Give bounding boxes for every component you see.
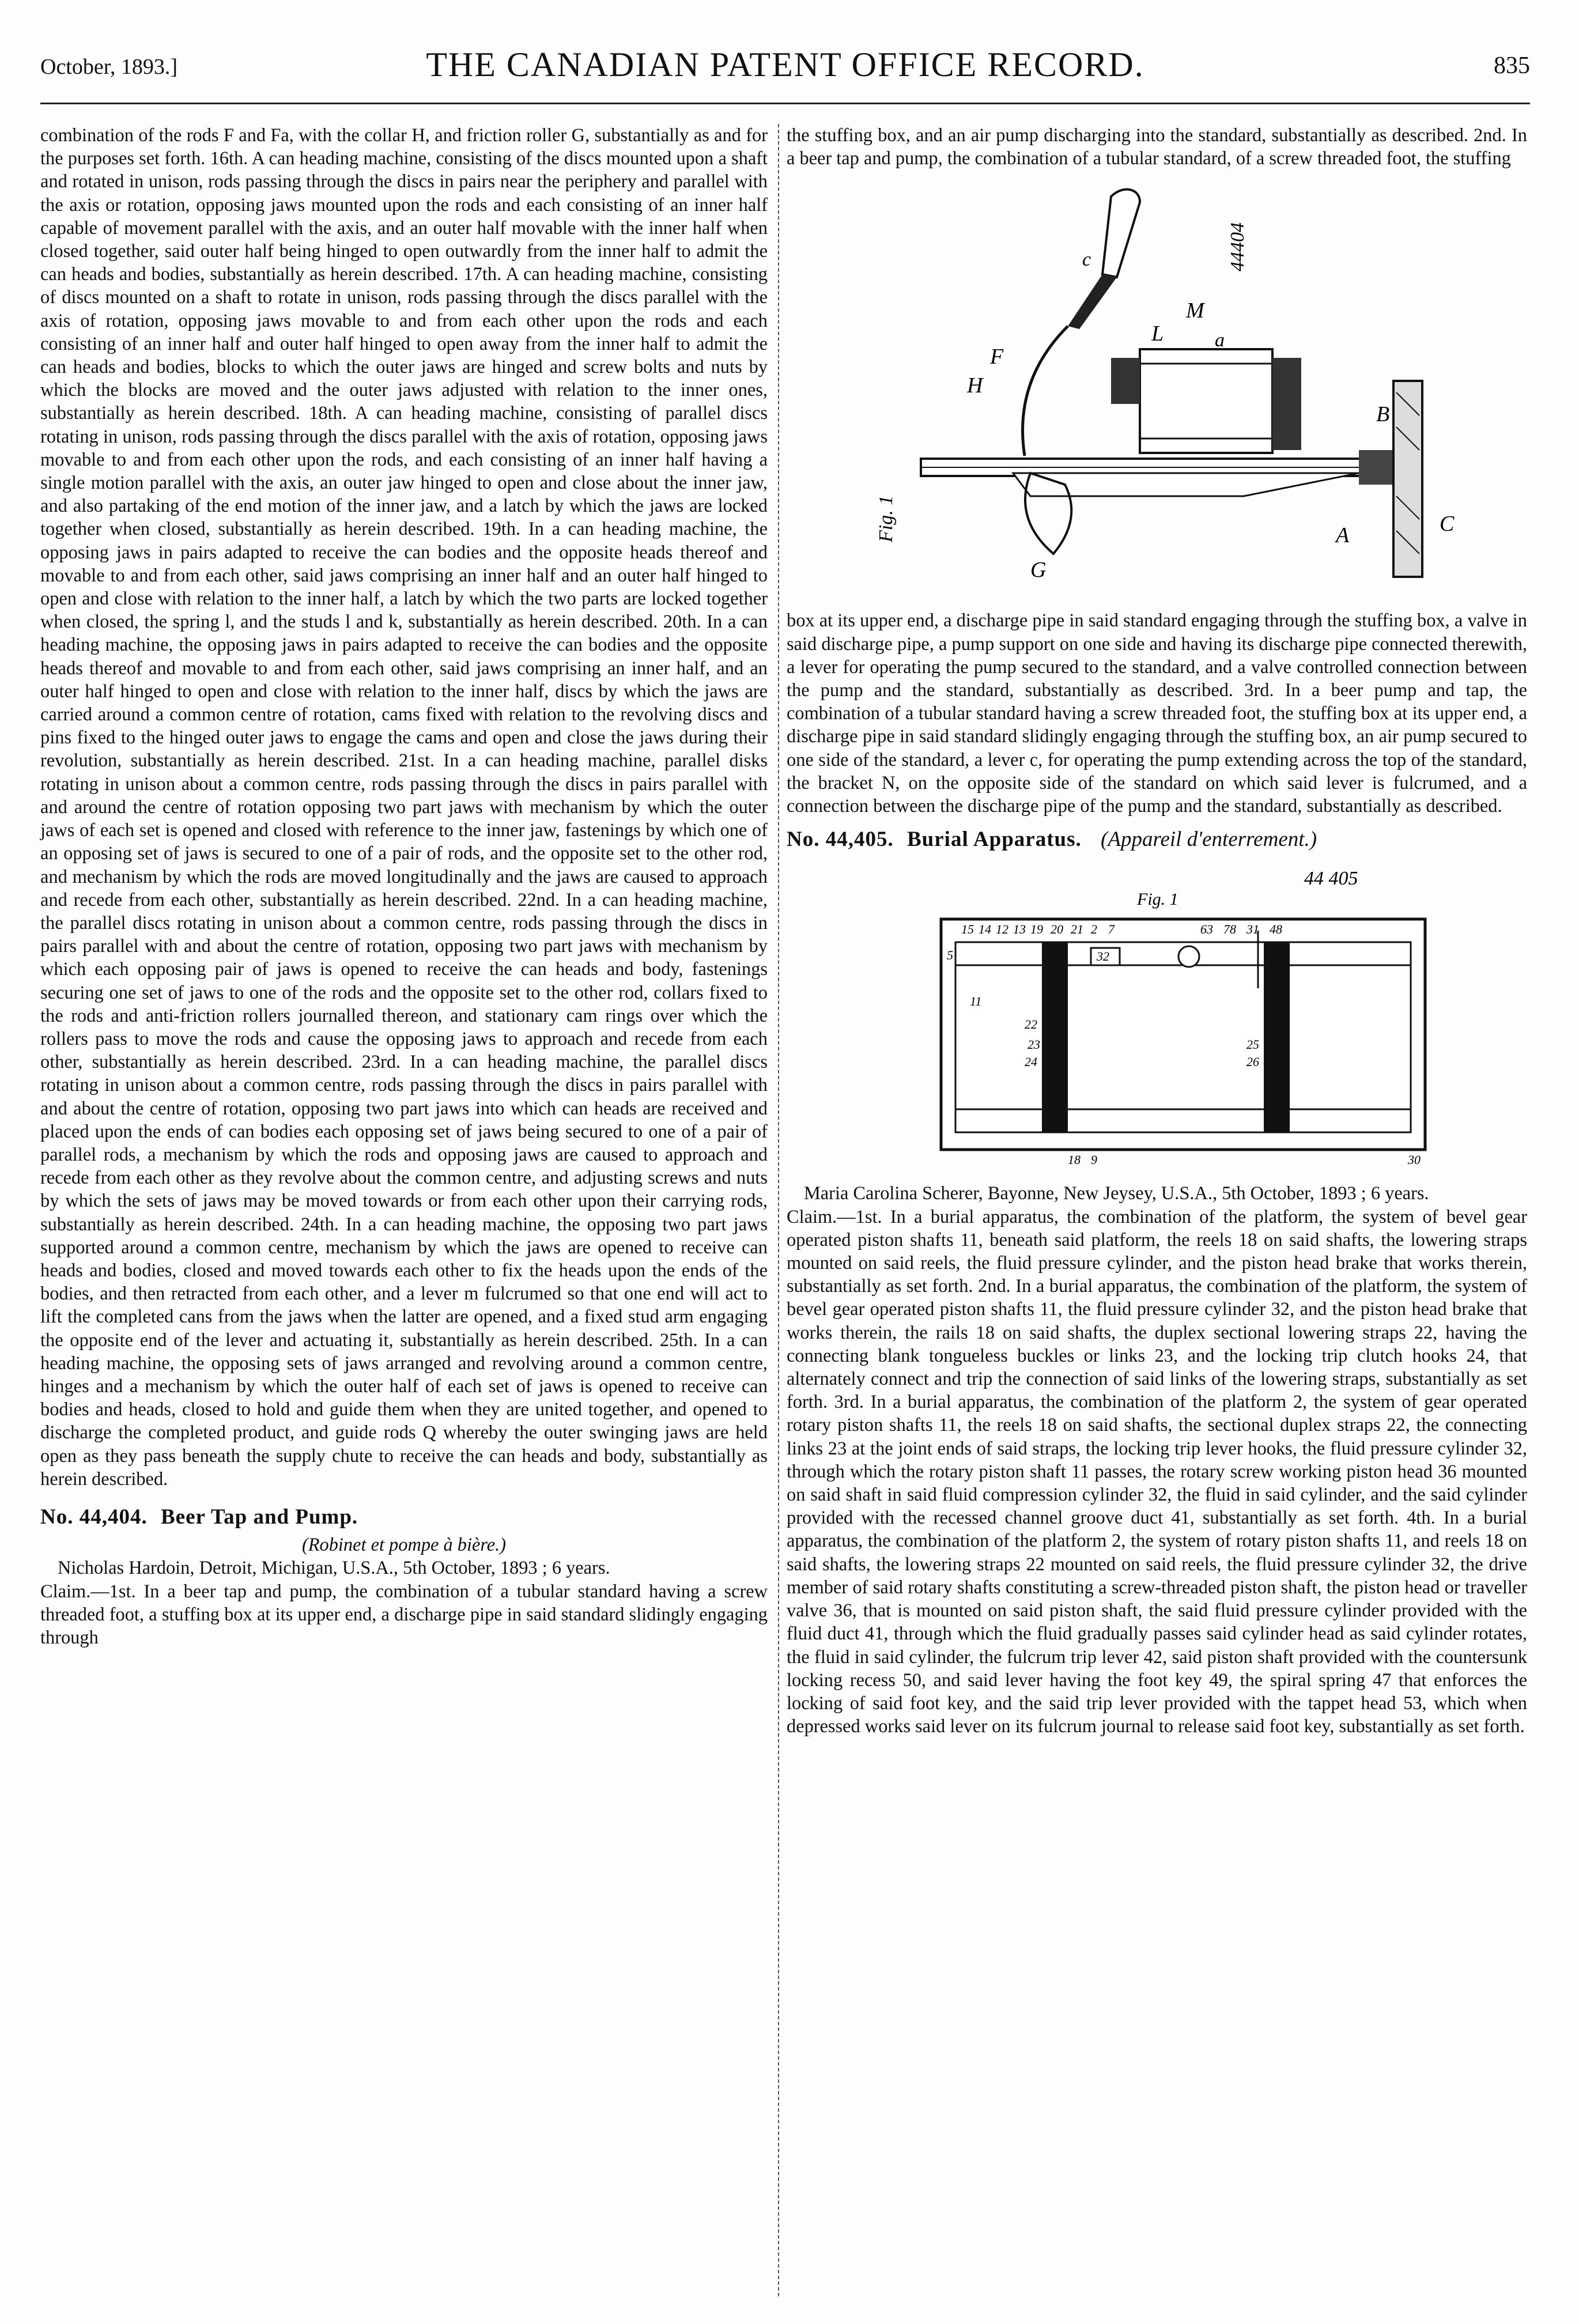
continued-claim-text: the stuffing box, and an air pump discharging into the standard, substantially as described. 2nd. In a beer tap and pump, the combination of a tubular standard, of a screw threaded foot, the stuffing — [787, 125, 1527, 169]
continued-claim-text-2: box at its upper end, a discharge pipe in said standard engaging through the stuffing box, a valve in said discharge pipe, a pump support on one side and having its discharge pipe connected therewith, a lever for operating the pump secured to the standard, and a valve controlled connection between the pump and the standard, substantially as described. 3rd. In a beer pump and tap, the combination of a tubular standard having a screw threaded foot, the stuffing box at its upper end, a discharge pipe in said standard slidingly engaging through the stuffing box, an air pump secured to one side of the standard, a lever c, for operating the pump extending across the top of the standard, the bracket N, on the opposite side of the standard on which said lever is fulcrumed, and a connection between the discharge pipe of the pump and the standard, substantially as described. — [787, 610, 1527, 817]
patent-byline: Maria Carolina Scherer, Bayonne, New Jeysey, U.S.A., 5th October, 1893 ; 6 years. — [804, 1183, 1429, 1204]
fig2-ref-23: 23 — [1027, 1037, 1040, 1052]
header-rule — [40, 103, 1530, 104]
fig2-ref-22: 22 — [1024, 1017, 1037, 1032]
fig2-ref-26: 26 — [1246, 1055, 1259, 1070]
beer-tap-figure — [840, 173, 1474, 606]
patent-heading-44404 — [40, 1506, 768, 1529]
fig1-letter-g: G — [1030, 558, 1046, 583]
fig2-ref-7: 7 — [1108, 922, 1115, 937]
patent-claim-text: Claim.—1st. In a burial apparatus, the combination of the platform, the system of bevel gear operated piston shafts 11, beneath said platform, the reels 18 on said shafts, the lowering straps mounted on said reels, the fluid pressure cylinder, and the piston head brake that works therein, substantially as set forth. 2nd. In a burial apparatus, the combination of the platform, the system of bevel gear operated piston shafts 11, the fluid pressure cylinder 32, and the piston head brake that works therein, the rails 18 on said shafts, the duplex sectional lowering straps 22, having the connecting blank tongueless buckles or links 23, and the locking trip clutch hooks 24, that alternately connect and trip the connection of said links of the lowering straps, substantially as set forth. 3rd. In a burial apparatus, the combination of the platform 2, the system of gear operated rotary piston shafts 11, the reels 18 on said shafts, the sectional duplex straps 22, the connecting links 23 at the joint ends of said straps, the locking trip lever hooks, the fluid pressure cylinder 32, through which the rotary piston shaft 11 passes, the rotary screw working piston head 36 mounted on said shaft in said fluid compression cylinder 32, the fluid in said cylinder, and the said cylinder provided with the recessed channel groove duct 41, substantially as set forth. 4th. In a burial apparatus, the combination of the platform 2, the system of rotary piston shafts 11, and reels 18 on said shafts, the lowering straps 22 mounted on said reels, the fluid pressure cylinder 32, the drive member of said rotary shafts constituting a screw-threaded piston shaft, the piston head or traveller valve 36, that is mounted on said piston shaft, the said fluid pressure cylinder provided with the fluid duct 41, through which the fluid gradually passes said cylinder head as said cylinder rotates, the fluid in said cylinder, the fulcrum trip lever 42, said piston shaft provided with the countersunk locking recess 50, and said lever having the foot key 49, the spiral spring 47 that enforces the locking of said foot key, and the said trip lever provided with the tappet head 53, which when depressed works said lever on its fulcrum journal to release said foot key, substantially as set forth. — [787, 1206, 1527, 1737]
header-date: October, 1893.] — [40, 55, 178, 79]
fig2-ref-2: 2 — [1090, 922, 1097, 937]
fig2-label: Fig. 1 — [1136, 890, 1178, 909]
fig2-patent-number: 44 405 — [1304, 868, 1358, 890]
patent-french-title: (Robinet et pompe à bière.) — [301, 1535, 507, 1556]
fig2-ref-5: 5 — [946, 948, 953, 963]
column-divider — [778, 124, 779, 2296]
fig2-ref-21: 21 — [1070, 922, 1083, 937]
patent-number: No. 44,404. — [40, 1505, 148, 1529]
right-column — [787, 124, 1527, 1738]
burial-apparatus-figure — [855, 856, 1460, 1178]
fig2-ref-32: 32 — [1096, 949, 1109, 964]
fig2-ref-18: 18 — [1067, 1152, 1081, 1167]
fig2-ref-13: 13 — [1013, 922, 1026, 937]
fig2-ref-20: 20 — [1050, 922, 1063, 937]
header-title: THE CANADIAN PATENT OFFICE RECORD. — [426, 46, 1144, 84]
fig2-ref-63: 63 — [1200, 922, 1213, 937]
fig1-letter-a-upper: A — [1335, 523, 1349, 548]
patent-title: Beer Tap and Pump. — [160, 1505, 358, 1529]
fig2-ref-25: 25 — [1246, 1037, 1259, 1052]
fig2-ref-48: 48 — [1269, 922, 1282, 937]
fig2-ref-15: 15 — [961, 922, 974, 937]
fig1-letter-c-upper: C — [1439, 512, 1454, 536]
fig1-letter-b: B — [1376, 402, 1389, 427]
fig1-letter-l: L — [1151, 322, 1164, 346]
fig1-patent-number: 44404 — [1226, 222, 1248, 272]
fig2-ref-19: 19 — [1030, 922, 1043, 937]
patent-byline: Nicholas Hardoin, Detroit, Michigan, U.S.A., 5th October, 1893 ; 6 years. — [58, 1558, 610, 1579]
continued-claims-text: combination of the rods F and Fa, with the collar H, and friction roller G, substantially as and for the purposes set forth. 16th. A can heading machine, consisting of the discs mounted upon a shaft and rotated in unison, rods passing through the discs in pairs near the periphery and parallel with the axis or rotation, opposing jaws mounted upon the rods and each consisting of an inner half capable of movement parallel with the axis, and an outer half movable with the inner half when closed together, said outer half being hinged to open outwardly from the inner half to admit the can heads and bodies, substantially as herein described. 17th. A can heading machine, consisting of discs mounted on a shaft to rotate in unison, rods passing through the discs parallel with the axis of rotation, opposing jaws movable to and from each other upon the rods and each consisting of an inner half and outer half hinged to open away from the inner half to admit the can heads and bodies, blocks to which the outer jaws are hinged and screw bolts and nuts by which the blocks are moved and the outer jaws adjusted with relation to the inner ones, substantially as herein described. 18th. A can heading machine, consisting of parallel discs rotating in unison, rods passing through the discs parallel with the axis of rotation, opposing jaws movable to and from each other upon the rods, and each consisting of an inner half having a single motion parallel with the axis, an outer jaw hinged to open and close about the inner jaw, and also partaking of the end motion of the inner jaw, and a latch by which the jaws are locked together when closed, substantially as herein described. 19th. In a can heading machine, the opposing jaws in pairs adapted to receive the can bodies and the opposite heads thereof and movable to and from each other, said jaws comprising an inner half and an outer half hinged to open and close with relation to the inner half, a latch by which the two parts are locked together when closed, the spring l, and the studs l and k, substantially as herein described. 20th. In a can heading machine, the opposing jaws in pairs adapted to receive the can bodies and the opposite heads thereof and movable to and from each other, said jaws comprising an inner half, and an outer half hinged to open and close with relation to the inner half, discs by which the jaws are carried around a common centre of rotation, cams fixed with relation to the revolving discs and pins fixed to the hinged outer jaws to engage the cams and open and close the jaws during their revolution, substantially as herein described. 21st. In a can heading machine, parallel disks rotating in unison about a common centre, rods passing through the discs in pairs parallel with and around the centre of rotation opposing two part jaws with mechanism by which the outer jaws of each set is opened and closed with reference to the inner jaw, fastenings by which one of an opposing set of jaws is secured to one of a pair of rods, and the opposite set to the other rod, and mechanism by which the rods are moved longitudinally and the jaws are caused to approach and recede from each other, substantially as herein described. 22nd. In a can heading machine, the parallel discs rotating in unison about a common centre, rods passing through the discs in pairs parallel with and about the centre of rotation, opposing two part jaws with mechanism by which each opposing pair of jaws is opened to receive the can heads and body, fastenings securing one set of jaws to one of the rods and the opposite set to the other rod, collars fixed to the rods and anti-friction rollers journalled thereon, and stationary cam rings over which the rollers pass to move the rods and cause the opposing jaws to approach and recede from each other, substantially as herein described. 23rd. In a can heading machine, the parallel discs rotating in unison about a common centre, rods passing through the discs in pairs parallel with and about the centre of rotation, opposing two part jaws into which can heads are received and placed upon the ends of can bodies each opposing set of jaws being secured to one of a pair of parallel rods, a mechanism by which the rods and opposing jaws are caused to approach and recede from each other as they revolve about the common centre, and adjusting screws and nuts by which the sets of jaws may be moved towards or from each other upon their carrying rods, substantially as herein described. 24th. In a can heading machine, the opposing two part jaws supported around a common centre, mechanism by which the jaws are opened to receive can heads and bodies, closed and moved towards each other to fix the heads upon the ends of the bodies, and then retracted from each other, and a lever m fulcrumed so that one end will act to lift the completed cans from the jaws when the latter are opened, and a fixed stud arm engaging the opposite end of the lever and actuating it, substantially as herein described. 25th. In a can heading machine, the opposing sets of jaws arranged and revolving around a common centre, hinges and a mechanism by which the outer half of each set of jaws is opened to receive can bodies and heads, closed to hold and guide them when they are united together, and opened to discharge the completed product, and guide rods Q whereby the outer swinging jaws are held open as they pass beneath the supply chute to receive the can heads and body, substantially as herein described. — [40, 125, 768, 1490]
patent-claim-text: Claim.—1st. In a beer tap and pump, the combination of a tubular standard having a screw threaded foot, a stuffing box at its upper end, a discharge pipe in said standard slidingly engaging through — [40, 1581, 768, 1648]
fig1-label: Fig. 1 — [875, 496, 897, 543]
page-number: 835 — [1494, 52, 1530, 79]
patent-heading-44405 — [787, 828, 1527, 851]
fig2-ref-31: 31 — [1246, 922, 1259, 937]
fig2-ref-12: 12 — [995, 922, 1008, 937]
patent-french-title: (Appareil d'enterrement.) — [1101, 827, 1317, 852]
fig2-ref-30: 30 — [1407, 1152, 1421, 1167]
patent-number: No. 44,405. — [787, 827, 894, 852]
fig1-letter-c-lower: c — [1082, 249, 1091, 271]
fig2-ref-14: 14 — [978, 922, 991, 937]
fig2-ref-11: 11 — [969, 994, 981, 1009]
fig2-ref-9: 9 — [1090, 1152, 1097, 1167]
fig1-letter-h: H — [966, 373, 983, 398]
page-header — [40, 45, 1530, 103]
left-column — [40, 124, 768, 1649]
fig2-ref-24: 24 — [1024, 1055, 1037, 1070]
fig2-ref-78: 78 — [1223, 922, 1236, 937]
patent-title: Burial Apparatus. — [906, 827, 1082, 852]
fig1-letter-a-lower: a — [1214, 330, 1225, 352]
fig1-letter-m: M — [1185, 298, 1204, 323]
fig1-letter-f: F — [989, 345, 1003, 369]
